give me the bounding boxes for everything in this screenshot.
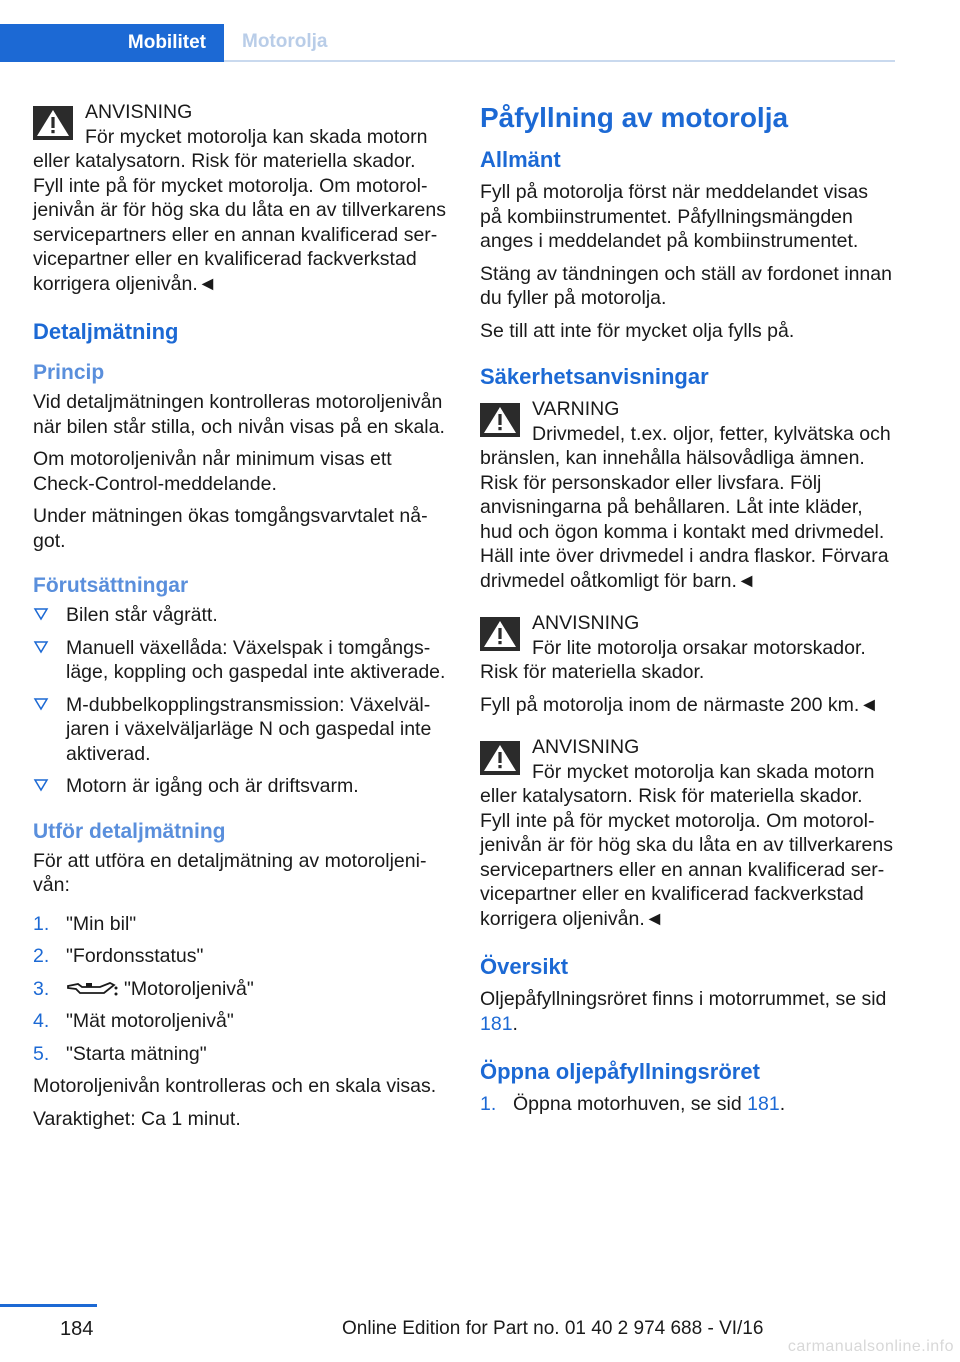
heading-detaljmatning: Detaljmätning xyxy=(33,319,179,344)
notice-title: ANVISNING xyxy=(532,736,640,758)
paragraph: För att utföra en detaljmätning av motoroljenivån: xyxy=(33,849,427,896)
warning-box xyxy=(480,397,895,593)
paragraph: Fyll på motorolja inom de närmaste 200 km.◄ xyxy=(480,693,879,716)
warning-triangle-icon xyxy=(480,403,520,437)
paragraph: Vid detaljmätningen kontrolleras motoroljenivån när bilen står stilla, och nivån visas på en skala. xyxy=(33,391,445,438)
paragraph: Fyll på motorolja först när meddelandet visas på kombiinstrumentet. Påfyllningsmängden anges i meddelandet på kombiinstrumentet. xyxy=(480,181,869,252)
list-item: 3. "Motoroljenivå" xyxy=(33,977,254,1000)
paragraph: Stäng av tändningen och ställ av fordonet innan du fyller på motorolja. xyxy=(480,262,892,309)
list-item: 2. "Fordonsstatus" xyxy=(33,945,204,967)
triangle-bullet-icon xyxy=(33,606,49,622)
numbered-list xyxy=(33,912,448,1067)
notice-box xyxy=(480,611,895,685)
warning-title: VARNING xyxy=(532,398,620,420)
list-item: Manuell växellåda: Växelspak i tomgångsläge, koppling och gaspedal inte aktiverade. xyxy=(33,636,448,685)
paragraph: Under mätningen ökas tomgångsvarvtalet något. xyxy=(33,505,428,552)
heading-sakerhetsanvisningar: Säkerhetsanvisningar xyxy=(480,364,709,389)
warning-text: Drivmedel, t.ex. oljor, fetter, kylvätska och bränslen, kan innehålla hälsovådliga ämnen. Risk för personskador eller livsfara. Följ anvisningarna på behållaren. Låt inte kläder, hud och ögon komma i kontakt med drivmedel. Häll inte över drivmedel i andra flaskor. Förvara drivmedel oåtkomligt för barn.◄ xyxy=(480,422,891,592)
list-item: Bilen står vågrätt. xyxy=(33,603,448,628)
paragraph: Varaktighet: Ca 1 minut. xyxy=(33,1107,241,1130)
heading-princip: Princip xyxy=(33,361,105,384)
triangle-bullet-icon xyxy=(33,639,49,655)
watermark: carmanualsonline.info xyxy=(787,1338,954,1355)
notice-box xyxy=(480,735,895,931)
list-item: 1. Öppna motorhuven, se sid 181. xyxy=(480,1093,786,1115)
right-column xyxy=(480,100,895,1125)
list-item: 5. "Starta mätning" xyxy=(33,1042,207,1065)
warning-triangle-icon xyxy=(33,106,73,140)
heading-pafyllning: Påfyllning av motorolja xyxy=(480,102,789,133)
warning-triangle-icon xyxy=(480,617,520,651)
page-link[interactable]: 181 xyxy=(747,1093,780,1115)
page-number: 184 xyxy=(60,1318,94,1340)
list-item: 4. "Mät motoroljenivå" xyxy=(33,1010,234,1032)
list-item: M-dubbelkopplingstransmission: Växelväljaren i växelväljarläge N och gaspedal inte aktiverad. xyxy=(33,693,448,767)
tab-mobilitet[interactable]: Mobilitet xyxy=(0,24,224,62)
heading-oppna: Öppna oljepåfyllningsröret xyxy=(480,1059,760,1084)
notice-text: För lite motorolja orsakar motorskador. Risk för materiella skador. xyxy=(480,636,866,683)
paragraph: Se till att inte för mycket olja fylls på. xyxy=(480,319,795,342)
list-item: Motorn är igång och är driftsvarm. xyxy=(33,774,448,799)
left-column xyxy=(33,100,448,1139)
paragraph: Motoroljenivån kontrolleras och en skala visas. xyxy=(33,1075,437,1097)
heading-oversikt: Översikt xyxy=(480,954,569,979)
tab-motorolja[interactable]: Motorolja xyxy=(224,24,895,62)
notice-box xyxy=(33,100,448,296)
triangle-bullet-icon xyxy=(33,777,49,793)
page-link[interactable]: 181 xyxy=(480,1012,513,1035)
heading-utfor: Utför detaljmätning xyxy=(33,819,226,843)
notice-text: För mycket motorolja kan skada motorn eller katalysatorn. Risk för materiella skador. Fyll inte på för mycket motorolja. Om motoroljenivån är för hög ska du låta en av tillverkarens servicepartners eller en annan kvalificerad servicepartner eller en kvalificerad fackverkstad korrigera oljenivån.◄ xyxy=(33,125,446,295)
paragraph: Om motoroljenivån når minimum visas ett Check-Control-meddelande. xyxy=(33,448,392,495)
bullet-list xyxy=(33,603,448,799)
footer-accent-bar xyxy=(0,1304,97,1307)
heading-allmant: Allmänt xyxy=(480,147,561,172)
edition-text: Online Edition for Part no. 01 40 2 974 688 - VI/16 xyxy=(342,1318,764,1339)
numbered-list xyxy=(480,1092,895,1117)
notice-title: ANVISNING xyxy=(532,612,640,634)
warning-triangle-icon xyxy=(480,741,520,775)
oil-can-icon xyxy=(66,979,118,999)
notice-title: ANVISNING xyxy=(85,101,193,123)
list-item: 1. "Min bil" xyxy=(33,912,137,935)
notice-text: För mycket motorolja kan skada motorn eller katalysatorn. Risk för materiella skador. Fyll inte på för mycket motorolja. Om motoroljenivån är för hög ska du låta en av tillverkarens servicepartners eller en annan kvalificerad servicepartner eller en kvalificerad fackverkstad korrigera oljenivån.◄ xyxy=(480,760,893,930)
heading-forutsattningar: Förutsättningar xyxy=(33,574,189,597)
paragraph: Oljepåfyllningsröret finns i motorrummet, se sid 181. xyxy=(480,988,887,1035)
triangle-bullet-icon xyxy=(33,696,49,712)
header-tabs xyxy=(0,24,895,62)
